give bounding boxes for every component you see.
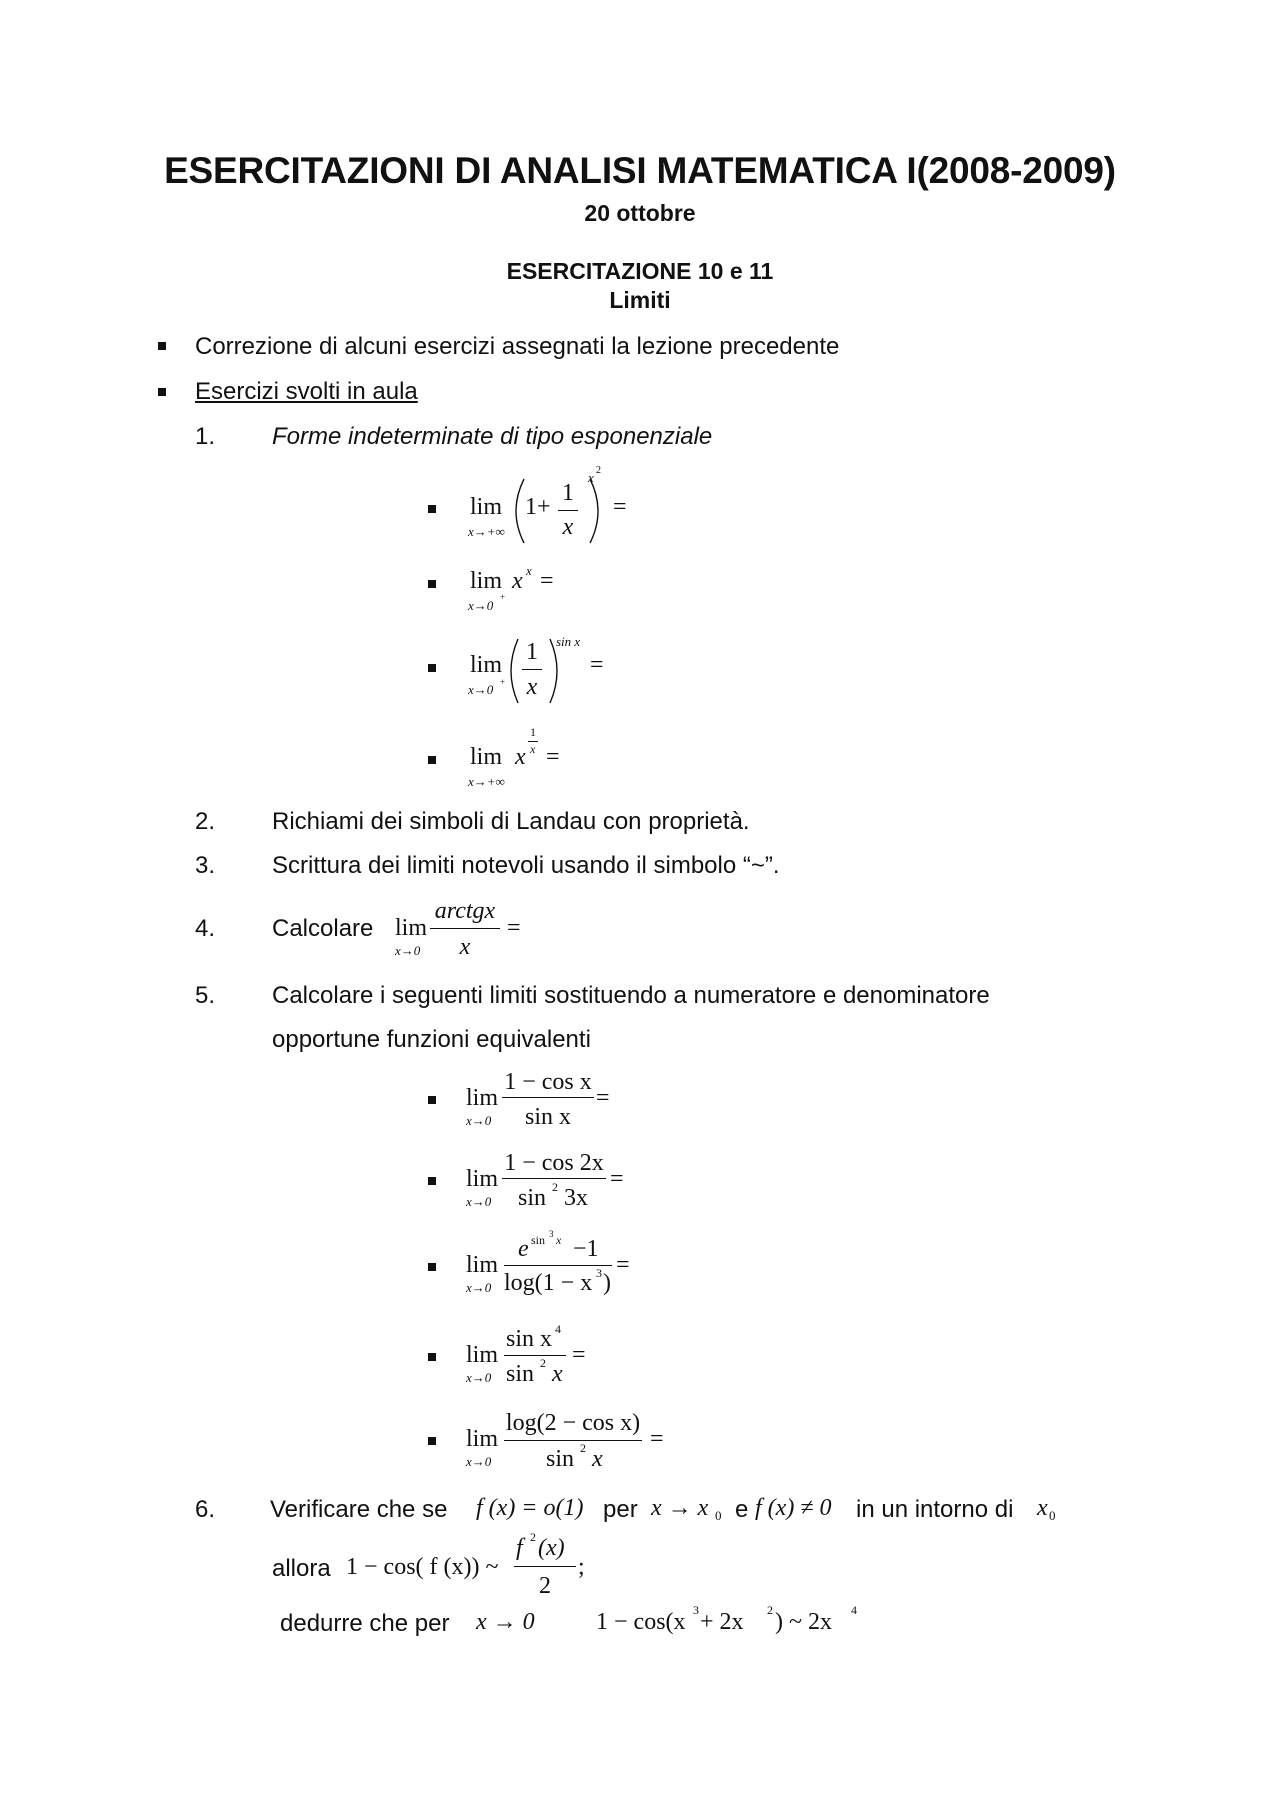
bullet-square-icon: [428, 1096, 436, 1104]
bullet-square-icon: [428, 1353, 436, 1361]
expr-f-neq-0: f (x) ≠ 0: [755, 1495, 832, 1521]
lim-label: lim: [466, 1426, 499, 1452]
item-text-6b: per: [603, 1496, 638, 1523]
equals: =: [572, 1342, 586, 1368]
lim-label: lim: [466, 1252, 499, 1278]
exponent-2: 2: [767, 1603, 773, 1617]
date-subtitle: 20 ottobre: [584, 200, 696, 226]
equals: =: [596, 1085, 610, 1111]
frac-den: log(1 − x: [504, 1270, 593, 1296]
item-number-2: 2.: [195, 808, 216, 835]
item-text-6d: in un intorno di: [856, 1496, 1014, 1523]
equals: =: [590, 652, 604, 678]
item-number-3: 3.: [195, 852, 216, 879]
lim-label: lim: [395, 915, 428, 941]
expr-x-to-0: x → 0: [476, 1609, 535, 1635]
item-text-6e: allora: [272, 1555, 331, 1582]
lim-label: lim: [470, 652, 503, 678]
frac-den-exp: 3: [596, 1266, 602, 1280]
lim-subscript: x→0: [466, 1194, 492, 1209]
exponent-x: x: [526, 563, 532, 578]
lim-label: lim: [470, 494, 503, 520]
frac-den: x: [459, 934, 471, 960]
frac-num-e: e: [518, 1236, 529, 1262]
item-number-6: 6.: [195, 1496, 216, 1523]
equals: =: [540, 568, 554, 594]
exponent-2: 2: [596, 465, 601, 476]
exponent-den: x: [530, 742, 536, 756]
bullet-square-icon: [428, 1177, 436, 1185]
equals: =: [507, 915, 521, 941]
frac-den-sin: sin: [506, 1361, 535, 1387]
bullet-square-icon: [428, 664, 436, 672]
frac-den-exp: 2: [580, 1441, 586, 1455]
frac-num: 1 − cos x: [504, 1069, 592, 1095]
frac-den-exp: 2: [552, 1180, 558, 1194]
item-text-6c: e: [735, 1496, 749, 1523]
expr-x0: x: [1037, 1495, 1048, 1521]
lim-label: lim: [466, 1085, 499, 1111]
frac-num: log(2 − cos x): [505, 1410, 641, 1436]
subscript-0: 0: [715, 1508, 722, 1523]
frac-den-arg: 3x: [564, 1185, 588, 1211]
frac-num-exp: 4: [555, 1322, 561, 1336]
lim-subscript: x→+∞: [468, 774, 505, 789]
lim-label: lim: [466, 1166, 499, 1192]
expr-final-a: 1 − cos(x: [596, 1609, 686, 1635]
frac-num-f: f: [516, 1535, 523, 1561]
item-text-6a: Verificare che se: [270, 1496, 448, 1523]
frac-bar: [504, 1440, 642, 1441]
equals: =: [546, 744, 560, 770]
frac-den: x: [562, 514, 574, 540]
frac-num-expx: x: [556, 1233, 562, 1247]
frac-num-exp: sin: [531, 1233, 546, 1247]
lim-subscript: x→0: [466, 1454, 492, 1469]
exponent-num: 1: [530, 725, 536, 739]
frac-num-tail: −1: [573, 1236, 599, 1262]
item-number-5: 5.: [195, 982, 216, 1009]
frac-bar: [514, 1566, 576, 1567]
item-number-4: 4.: [195, 915, 216, 942]
frac-num: 1: [526, 639, 538, 665]
lim-subscript: x→0: [468, 598, 494, 613]
lim-label: lim: [466, 1342, 499, 1368]
session-heading: ESERCITAZIONE 10 e 11: [506, 258, 774, 284]
frac-num-exp3: 3: [549, 1229, 554, 1239]
bullet-square-icon: [158, 388, 166, 396]
equals: =: [610, 1166, 624, 1192]
subscript-0: 0: [1049, 1508, 1056, 1523]
frac-den-arg: x: [552, 1361, 563, 1387]
lim-subscript: x→0: [395, 943, 421, 958]
frac-den-tail: ): [603, 1270, 611, 1296]
lim-subscript: x→0: [466, 1370, 492, 1385]
frac-den-sin: sin: [518, 1185, 547, 1211]
expr-final-b: + 2x: [700, 1609, 744, 1635]
expr-1-cos-f: 1 − cos( f (x)) ~: [346, 1554, 499, 1580]
bullet-square-icon: [428, 756, 436, 764]
frac-den: sin x: [524, 1104, 571, 1130]
lim-subscript: x→0: [466, 1113, 492, 1128]
equals: =: [650, 1426, 664, 1452]
one-plus: 1+: [525, 494, 551, 520]
equals: =: [613, 494, 627, 520]
item-text-5a: Calcolare i seguenti limiti sostituendo a numeratore e denominatore: [272, 982, 990, 1009]
lim-subscript: x→0: [468, 682, 494, 697]
frac-den-sin: sin: [546, 1446, 575, 1472]
topic-heading: Limiti: [609, 287, 671, 313]
item-text-5b: opportune funzioni equivalenti: [272, 1026, 591, 1053]
bullet-esercizi: Esercizi svolti in aula: [195, 378, 418, 405]
frac-bar: [502, 1097, 594, 1098]
frac-den: x: [526, 674, 538, 700]
exponent-sinx: sin x: [556, 634, 581, 649]
frac-num-tail: (x): [538, 1535, 565, 1561]
item-number-1: 1.: [195, 423, 216, 450]
lim-label: lim: [470, 568, 503, 594]
exponent-3: 3: [693, 1603, 699, 1617]
item-text-2: Richiami dei simboli di Landau con proprietà.: [272, 808, 750, 835]
frac-den: 2: [539, 1573, 551, 1599]
frac-den-arg: x: [592, 1446, 603, 1472]
bullet-square-icon: [428, 1263, 436, 1271]
bullet-square-icon: [158, 342, 166, 350]
bullet-square-icon: [428, 505, 436, 513]
frac-bar: [558, 510, 578, 511]
frac-bar: [504, 1355, 566, 1356]
frac-num: sin x: [506, 1326, 553, 1352]
expr-final-c: ) ~ 2x: [775, 1609, 832, 1635]
bullet-square-icon: [428, 580, 436, 588]
item-text-1: Forme indeterminate di tipo esponenziale: [272, 423, 713, 450]
base-x: x: [515, 744, 526, 770]
item-text-6f: dedurre che per: [280, 1610, 450, 1637]
frac-bar: [522, 669, 542, 670]
plus-sup: +: [500, 677, 506, 687]
expr-f-o1: f (x) = o(1): [476, 1495, 584, 1521]
expr-x-to-x0: x → x: [651, 1495, 709, 1521]
equals: =: [616, 1252, 630, 1278]
frac-num: arctgx: [434, 898, 496, 924]
bullet-correzione: Correzione di alcuni esercizi assegnati la lezione precedente: [195, 333, 840, 360]
base-x: x: [512, 568, 523, 594]
bullet-square-icon: [428, 1437, 436, 1445]
frac-num: 1: [562, 480, 574, 506]
item-text-4: Calcolare: [272, 915, 374, 942]
semicolon: ;: [578, 1554, 585, 1580]
frac-den-exp: 2: [540, 1356, 546, 1370]
page-title: ESERCITAZIONI DI ANALISI MATEMATICA I(2008-2009): [164, 150, 1116, 191]
plus-sup: +: [500, 592, 506, 602]
lim-subscript: x→0: [466, 1280, 492, 1295]
item-text-3: Scrittura dei limiti notevoli usando il simbolo “~”.: [272, 852, 780, 879]
lim-label: lim: [470, 744, 503, 770]
frac-bar: [430, 928, 500, 929]
lim-subscript: x→+∞: [468, 524, 505, 539]
frac-num-exp: 2: [530, 1530, 536, 1544]
exponent-x: x: [588, 470, 594, 485]
exponent-4: 4: [851, 1603, 857, 1617]
frac-num: 1 − cos 2x: [504, 1150, 604, 1176]
